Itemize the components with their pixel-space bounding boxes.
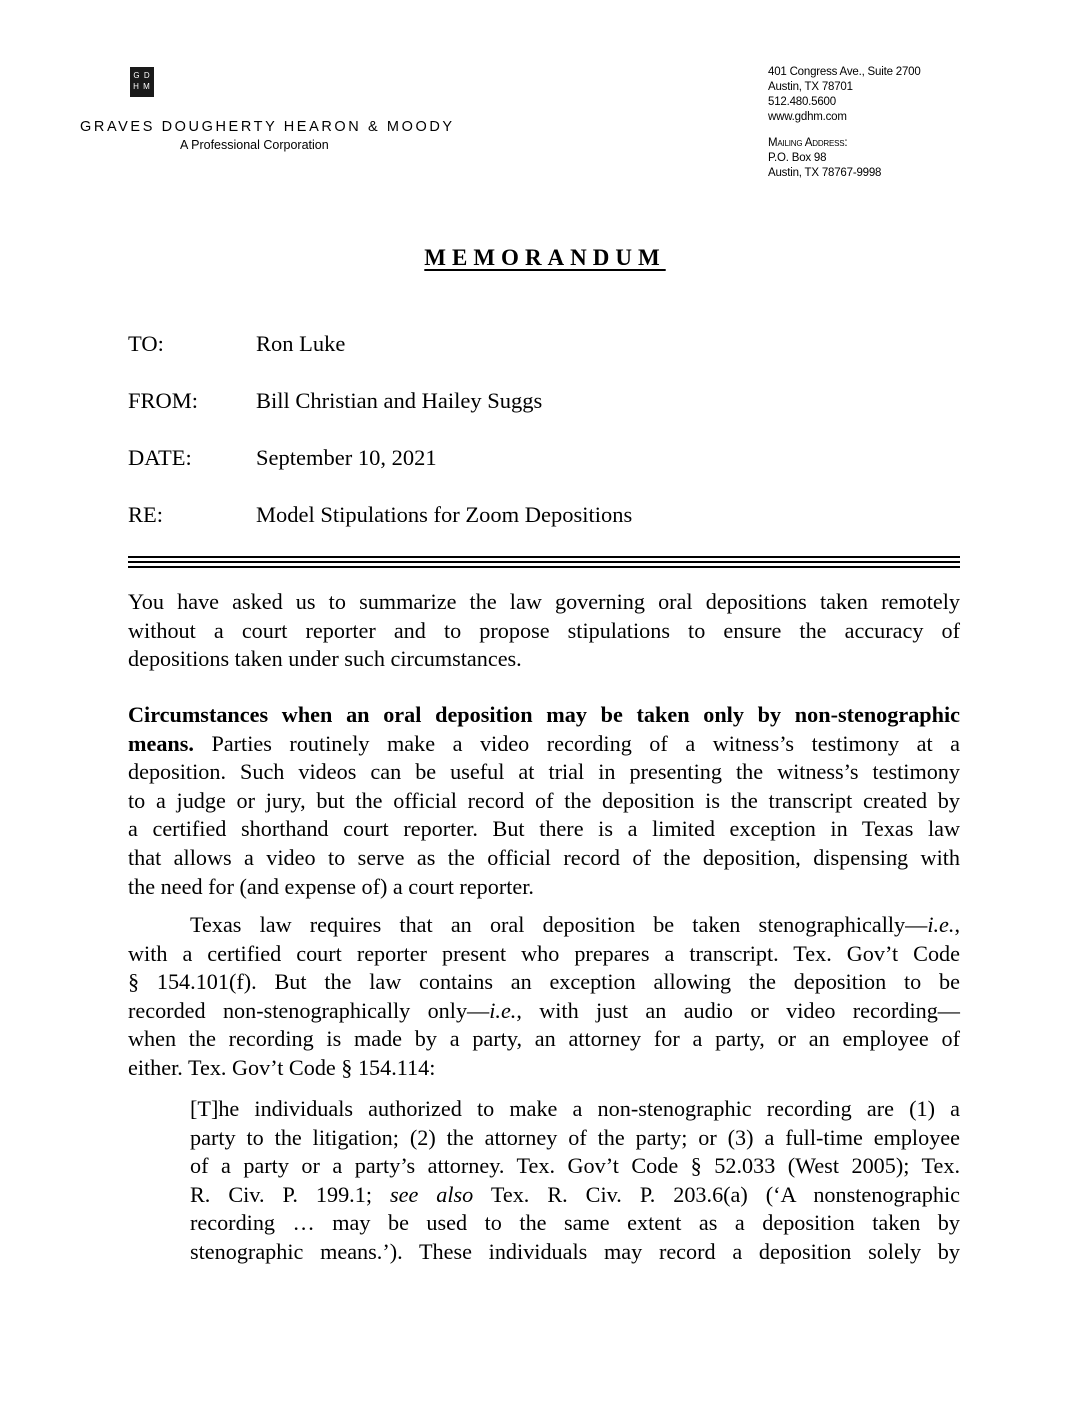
date-label: DATE: xyxy=(128,445,192,470)
block-quote xyxy=(190,1095,960,1267)
ie-italic-2: i.e. xyxy=(489,997,517,1023)
quote-line-4-end: Tex. R. Civ. P. 203.6(a) (‘A nonstenographic xyxy=(473,1181,960,1207)
firm-name: GRAVES DOUGHERTY HEARON & MOODY xyxy=(80,119,455,135)
mailing-address-label: Mailing Address: xyxy=(768,137,848,149)
see-also-italic: see also xyxy=(389,1181,474,1207)
para2-line-4-text: recorded non-stenographically only— xyxy=(128,997,490,1023)
quote-line-3: of a party or a party’s attorney. Tex. Gov’t Code § 52.033 (West 2005); Tex. xyxy=(190,1153,960,1179)
firm-logo xyxy=(130,67,154,97)
po-box: P.O. Box 98 xyxy=(768,152,827,164)
para2-line-4-end: , with just an audio or video recording— xyxy=(516,997,960,1023)
para2-line-1 xyxy=(128,911,960,940)
firm-subtitle: A Professional Corporation xyxy=(180,138,329,152)
logo-bottom-letters: H M xyxy=(133,82,151,91)
logo-top-letters: G D xyxy=(133,71,151,80)
section-heading xyxy=(128,701,960,730)
memo-title: MEMORANDUM xyxy=(424,245,666,270)
para2-line-4 xyxy=(128,997,960,1026)
para2-line-5: when the recording is made by a party, an attorney for a party, or an employee of xyxy=(128,1026,960,1052)
divider-rule-2 xyxy=(128,561,960,563)
para1-line-1 xyxy=(128,730,960,759)
para1-line-2: deposition. Such videos can be useful at trial in presenting the witness’s testimony xyxy=(128,759,960,785)
divider-rule-3 xyxy=(128,566,960,568)
to-label: TO: xyxy=(128,331,164,356)
phone-number: 512.480.5600 xyxy=(768,96,836,108)
quote-line-4 xyxy=(190,1181,960,1210)
from-label: FROM: xyxy=(128,388,199,413)
intro-line-2: without a court reporter and to propose stipulations to ensure the accuracy of xyxy=(128,617,960,643)
memo-to-row xyxy=(128,331,345,357)
to-value: Ron Luke xyxy=(256,331,346,356)
para1-line-1-text: Parties routinely make a video recording of a witness’s testimony at a xyxy=(193,730,960,756)
quote-line-4-text: R. Civ. P. 199.1; xyxy=(190,1181,390,1207)
intro-line-3: depositions taken under such circumstances. xyxy=(128,646,522,672)
para2-line-2: with a certified court reporter present who prepares a transcript. Tex. Gov’t Code xyxy=(128,940,960,966)
divider-rule-1 xyxy=(128,556,960,558)
city-address: Austin, TX 78701 xyxy=(768,81,853,93)
quote-line-1: [T]he individuals authorized to make a non-stenographic recording are (1) a xyxy=(190,1096,960,1121)
heading-end: means. xyxy=(128,730,194,756)
intro-paragraph xyxy=(128,588,960,674)
mailing-city: Austin, TX 78767-9998 xyxy=(768,167,882,179)
memo-from-row xyxy=(128,388,542,414)
section-heading-text: Circumstances when an oral deposition may be taken only by non-stenographic xyxy=(128,702,960,727)
quote-line-6: stenographic means.’). These individuals may record a deposition solely by xyxy=(190,1238,960,1264)
para1-line-6: the need for (and expense of) a court reporter. xyxy=(128,873,534,899)
from-value: Bill Christian and Hailey Suggs xyxy=(256,388,543,413)
circumstances-paragraph xyxy=(128,701,960,901)
para2-line-6: either. Tex. Gov’t Code § 154.114: xyxy=(128,1054,436,1080)
firm-address xyxy=(768,65,921,181)
re-label: RE: xyxy=(128,502,164,527)
quote-line-5: recording … may be used to the same extent as a deposition taken by xyxy=(190,1210,960,1236)
para2-line-3: § 154.101(f). But the law contains an exception allowing the deposition to be xyxy=(128,969,960,995)
memo-date-row xyxy=(128,445,437,471)
intro-line-1: You have asked us to summarize the law governing oral depositions taken remotely xyxy=(128,589,960,614)
date-value: September 10, 2021 xyxy=(256,445,437,470)
para2-line-1-end: , xyxy=(954,912,960,937)
quote-line-2: party to the litigation; (2) the attorney of the party; or (3) a full-time employee xyxy=(190,1124,960,1150)
para1-line-5: that allows a video to serve as the official record of the deposition, dispensing with xyxy=(128,844,960,870)
ie-italic: i.e. xyxy=(927,912,955,937)
memo-re-row xyxy=(128,502,632,528)
website: www.gdhm.com xyxy=(768,111,847,123)
para2-line-1-text: Texas law requires that an oral deposition be taken stenographically— xyxy=(190,912,928,937)
texas-law-paragraph xyxy=(128,911,960,1083)
para1-line-4: a certified shorthand court reporter. But there is a limited exception in Texas law xyxy=(128,816,960,842)
re-value: Model Stipulations for Zoom Depositions xyxy=(256,502,633,527)
para1-line-3: to a judge or jury, but the official record of the deposition is the transcript created by xyxy=(128,787,960,813)
street-address: 401 Congress Ave., Suite 2700 xyxy=(768,66,921,78)
